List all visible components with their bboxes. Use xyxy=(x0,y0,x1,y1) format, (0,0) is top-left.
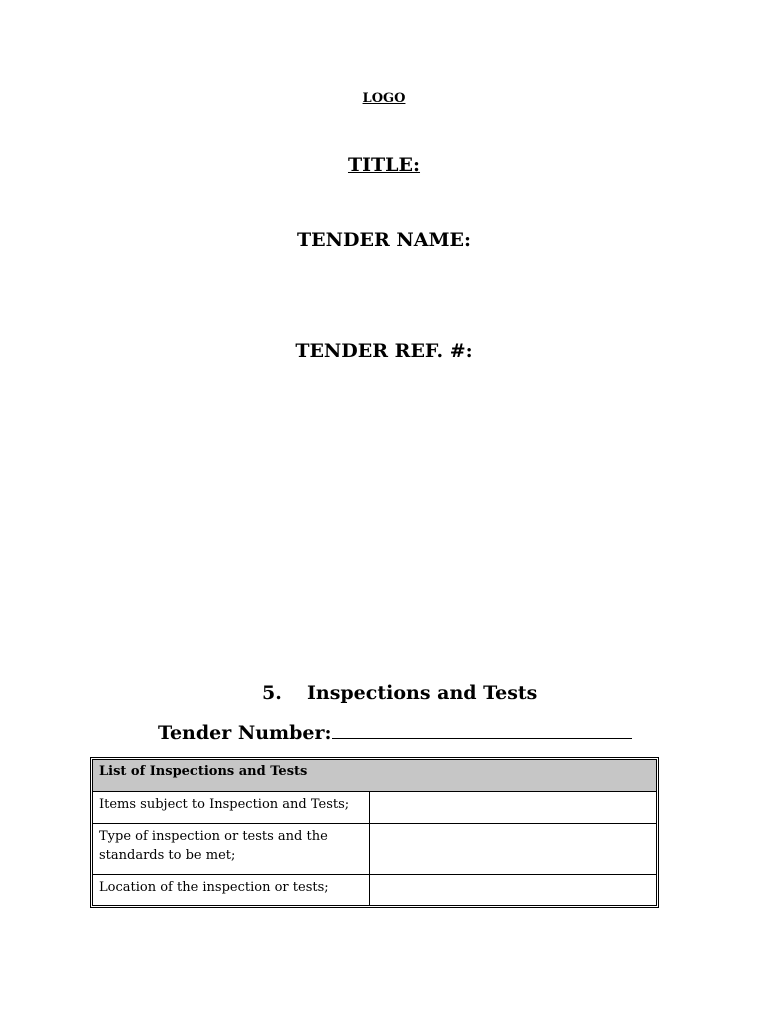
row-value xyxy=(370,824,656,874)
row-value xyxy=(370,875,656,905)
tender-number-field xyxy=(158,719,632,744)
row-label: Items subject to Inspection and Tests; xyxy=(93,792,370,823)
row-label: Type of inspection or tests and the standards to be met; xyxy=(93,824,370,874)
logo-placeholder: LOGO xyxy=(362,91,406,106)
table-row xyxy=(93,823,656,874)
inspections-table xyxy=(90,757,659,908)
section-title: Inspections and Tests xyxy=(307,682,538,704)
row-label: Location of the inspection or tests; xyxy=(93,875,370,905)
tender-ref-label: TENDER REF. #: xyxy=(295,340,473,362)
document-title-label: TITLE: xyxy=(347,154,421,176)
tender-number-blank-line xyxy=(332,719,632,739)
section-number: 5. xyxy=(262,682,282,704)
tender-number-label: Tender Number: xyxy=(158,722,332,744)
table-row xyxy=(93,791,656,823)
row-value xyxy=(370,792,656,823)
table-header: List of Inspections and Tests xyxy=(93,760,656,791)
tender-name-label: TENDER NAME: xyxy=(297,229,471,251)
table-row xyxy=(93,874,656,905)
